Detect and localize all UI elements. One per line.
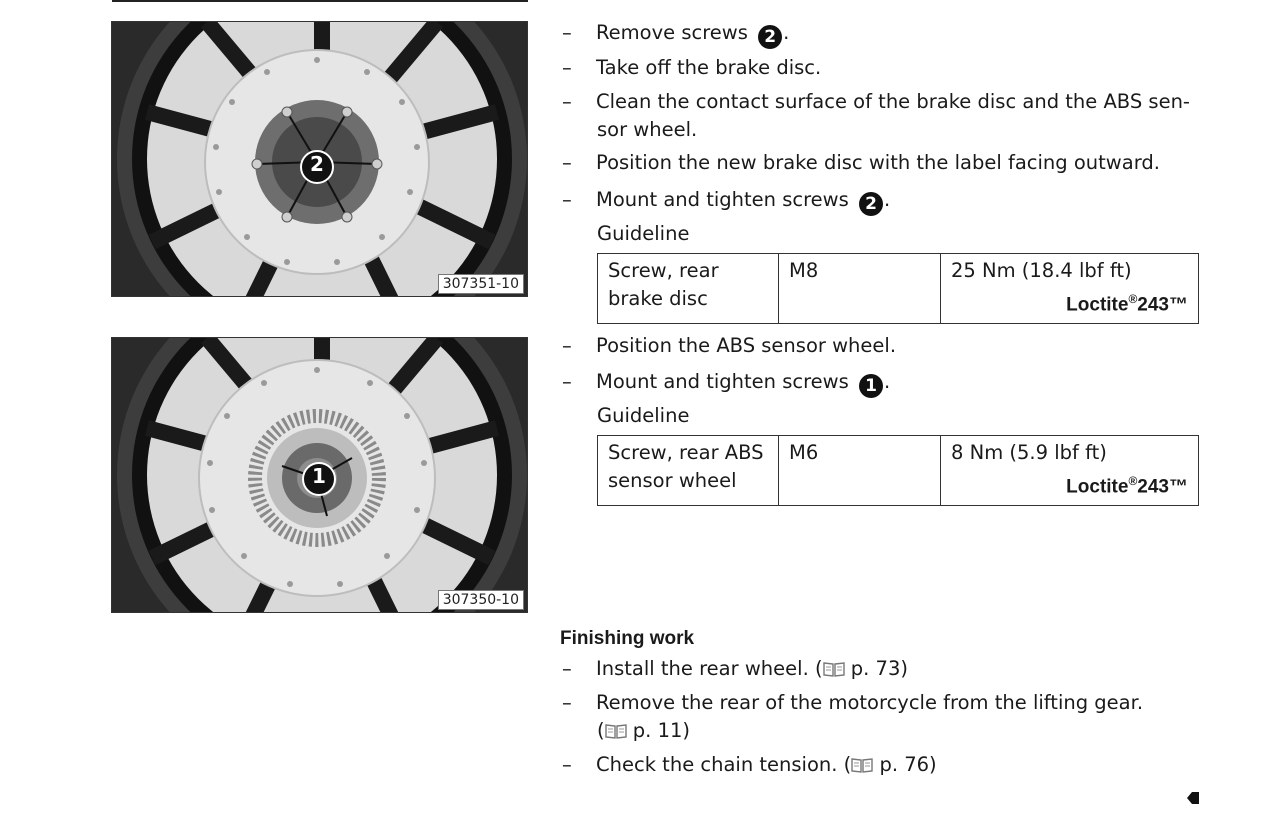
bullet-dash: – xyxy=(562,753,572,776)
bullet-dash: – xyxy=(562,370,572,393)
figure-id: 307350-10 xyxy=(438,590,524,610)
torque-value: 25 Nm (18.4 lbf ft) xyxy=(951,259,1132,282)
screw-name-cell: Screw, rear ABS sensor wheel xyxy=(598,436,779,506)
bullet-dash: – xyxy=(562,334,572,357)
bullet-dash: – xyxy=(562,90,572,113)
step-take-off-disc xyxy=(562,53,821,82)
callout-badge: 1 xyxy=(859,374,883,398)
bullet-dash: – xyxy=(562,691,572,714)
end-of-section-icon xyxy=(1186,791,1200,805)
step-check-chain-tension xyxy=(562,750,937,779)
step-install-rear-wheel xyxy=(562,654,908,683)
step-clean-contact-surface xyxy=(562,87,1190,116)
bullet-dash: – xyxy=(562,56,572,79)
torque-value: 8 Nm (5.9 lbf ft) xyxy=(951,441,1107,464)
step-text: Check the chain tension. ( xyxy=(596,753,852,776)
page-reference-link[interactable]: p. 76) xyxy=(873,753,937,776)
thread-cell: M8 xyxy=(779,254,941,324)
figure-brake-disc-screws xyxy=(111,21,528,297)
torque-cell xyxy=(941,254,1199,324)
bullet-dash: – xyxy=(562,188,572,211)
step-text: Mount and tighten screws xyxy=(596,370,855,393)
figure-id: 307351-10 xyxy=(438,274,524,294)
callout-badge: 2 xyxy=(758,25,782,49)
step-text: Remove screws xyxy=(596,21,755,44)
step-text: Clean the contact surface of the brake disc and the ABS sen- xyxy=(596,90,1190,113)
guideline-label: Guideline xyxy=(597,404,690,427)
threadlocker-spec: Loctite®243™ xyxy=(1066,292,1188,316)
book-icon xyxy=(823,661,845,677)
torque-cell xyxy=(941,436,1199,506)
screw-name-cell: Screw, rear brake disc xyxy=(598,254,779,324)
step-remove-screws xyxy=(562,18,789,49)
thread-cell: M6 xyxy=(779,436,941,506)
step-mount-screws-2 xyxy=(562,185,890,216)
step-punct: . xyxy=(883,370,891,393)
page-reference-link[interactable]: p. 73) xyxy=(844,657,908,680)
bullet-dash: – xyxy=(562,151,572,174)
callout-badge: 2 xyxy=(859,192,883,216)
step-remove-rear-from-lifting-gear xyxy=(562,688,1143,717)
step-mount-screws-1 xyxy=(562,367,890,398)
book-icon xyxy=(605,723,627,739)
figure-callout-number: 1 xyxy=(312,464,326,488)
step-position-new-disc xyxy=(562,148,1160,177)
section-title-finishing-work: Finishing work xyxy=(560,628,695,649)
bullet-dash: – xyxy=(562,21,572,44)
step-text: Remove the rear of the motorcycle from the lifting gear. xyxy=(596,691,1144,714)
step-text: Take off the brake disc. xyxy=(596,56,822,79)
step-text: Position the ABS sensor wheel. xyxy=(596,334,897,357)
step-clean-contact-surface-cont: sor wheel. xyxy=(597,118,698,141)
bullet-dash: – xyxy=(562,657,572,680)
book-icon xyxy=(851,757,873,773)
top-rule xyxy=(112,0,528,2)
torque-table-brake-disc xyxy=(597,253,1199,324)
page-reference-link[interactable]: p. 11) xyxy=(626,719,691,742)
guideline-label: Guideline xyxy=(597,222,690,245)
figure-abs-sensor-wheel xyxy=(111,337,528,613)
figure-callout-number: 2 xyxy=(310,152,324,176)
step-punct: . xyxy=(783,21,790,44)
threadlocker-spec: Loctite®243™ xyxy=(1066,474,1188,498)
step-text: Install the rear wheel. ( xyxy=(596,657,823,680)
step-punct: . xyxy=(883,188,891,211)
step-position-abs-wheel xyxy=(562,331,896,360)
step-remove-rear-cont: ( p. 11) xyxy=(597,719,691,742)
step-text: Mount and tighten screws xyxy=(596,188,855,211)
step-text: Position the new brake disc with the label facing outward. xyxy=(596,151,1160,174)
torque-table-abs-wheel xyxy=(597,435,1199,506)
